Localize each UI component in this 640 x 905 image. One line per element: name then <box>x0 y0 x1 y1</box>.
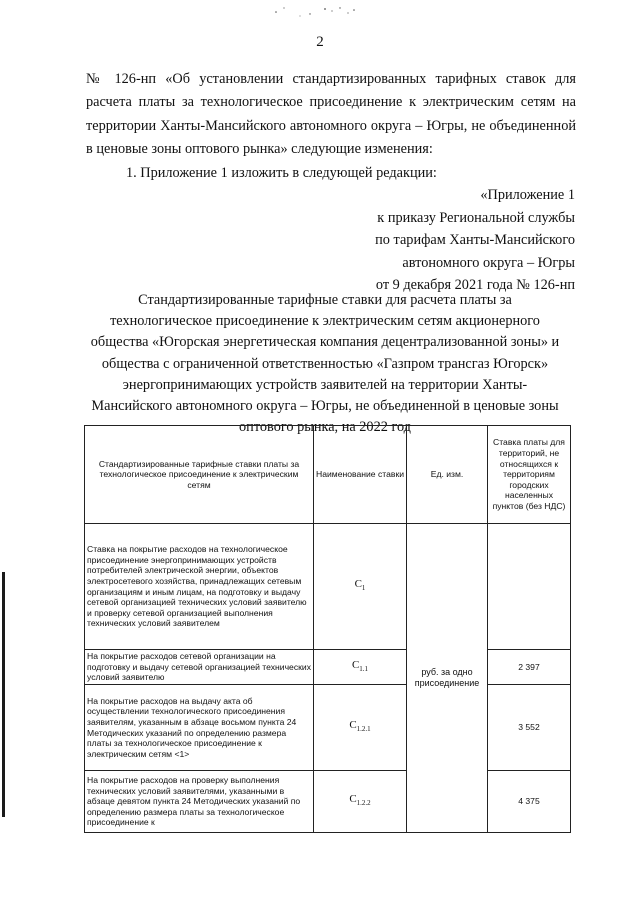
tariff-table <box>84 425 571 833</box>
unit-cell: руб. за одно присоединение <box>407 524 488 833</box>
intro-paragraph: № 126-нп «Об установлении стандартизированных тарифных ставок для расчета платы за технологическое присоединение к электрическим сетям на территории Ханты-Мансийского автономного округа – Югры, не объединенной в ценовые зоны оптового рынка» следующие изменения: <box>86 71 576 158</box>
header-cell-rate-value: Ставка платы для территорий, не относящихся к территориям городских населенных пунктов (без НДС) <box>488 426 571 524</box>
table-row <box>85 524 571 650</box>
appendix-line: от 9 декабря 2021 года № 126-нп <box>375 277 575 294</box>
item-paragraph: 1. Приложение 1 изложить в следующей редакции: <box>126 164 437 181</box>
appendix-line: по тарифам Ханты-Мансийского <box>375 232 575 249</box>
table-header-row <box>85 426 571 524</box>
body-text <box>86 68 576 185</box>
table-row <box>85 685 571 771</box>
header-cell-unit: Ед. изм. <box>407 426 488 524</box>
rate-value: 4 375 <box>488 771 571 833</box>
scan-speckle-decoration <box>270 4 360 18</box>
scan-edge-line <box>2 572 5 817</box>
rate-symbol: $C_{1.2.1}$ <box>314 685 407 771</box>
row-description: Ставка на покрытие расходов на технологическое присоединение энергопринимающих устройств потребителей электрической энергии, объектов электросетевого хозяйства, принадлежащих сетевым организациям и иным лицам, на подготовку и выдачу сетевой организацией технических условий заявителю и проверку сетевой организацией выполнения технических условий заявителем <box>85 524 314 650</box>
row-description: На покрытие расходов на выдачу акта об осуществлении технологического присоединения заявителям, указанным в абзаце восьмом пункта 24 Методических указаний по определению размера платы за технологическое присоединение к электрическим сетям <1> <box>85 685 314 771</box>
appendix-line: «Приложение 1 <box>480 187 575 203</box>
rate-value: 2 397 <box>488 650 571 685</box>
header-cell-rates: Стандартизированные тарифные ставки платы за технологическое присоединение к электрическим сетям <box>85 426 314 524</box>
rate-symbol: $C_1$ <box>314 524 407 650</box>
rate-symbol: $C_{1.1}$ <box>314 650 407 685</box>
rate-symbol: $C_{1.2.2}$ <box>314 771 407 833</box>
appendix-line: автономного округа – Югры <box>402 254 575 271</box>
header-cell-rate-name: Наименование ставки <box>314 426 407 524</box>
rate-value <box>488 524 571 650</box>
row-description: На покрытие расходов на проверку выполнения технических условий заявителями, указанными в абзаце девятом пункта 24 Методических указаний по определению размера платы за технологическое присоединение к <box>85 771 314 833</box>
document-title: Стандартизированные тарифные ставки для расчета платы за технологическое присоединение к электрическим сетям акционерного общества «Югорская энергетическая компания децентрализованной зоны» и общества с ограниченной ответственностью «Газпром трансгаз Югорск» энергопринимающих устройств заявителей на территории Ханты-Мансийского автономного округа – Югры, не объединенной в ценовые зоны оптового рынка, на 2022 год <box>90 292 560 436</box>
table-row <box>85 650 571 685</box>
row-description: На покрытие расходов сетевой организации на подготовку и выдачу сетевой организацией технических условий заявителю <box>85 650 314 685</box>
rate-value: 3 552 <box>488 685 571 771</box>
appendix-line: к приказу Региональной службы <box>377 209 575 226</box>
appendix-reference <box>375 184 575 297</box>
table-row <box>85 771 571 833</box>
page-number: 2 <box>316 34 324 50</box>
